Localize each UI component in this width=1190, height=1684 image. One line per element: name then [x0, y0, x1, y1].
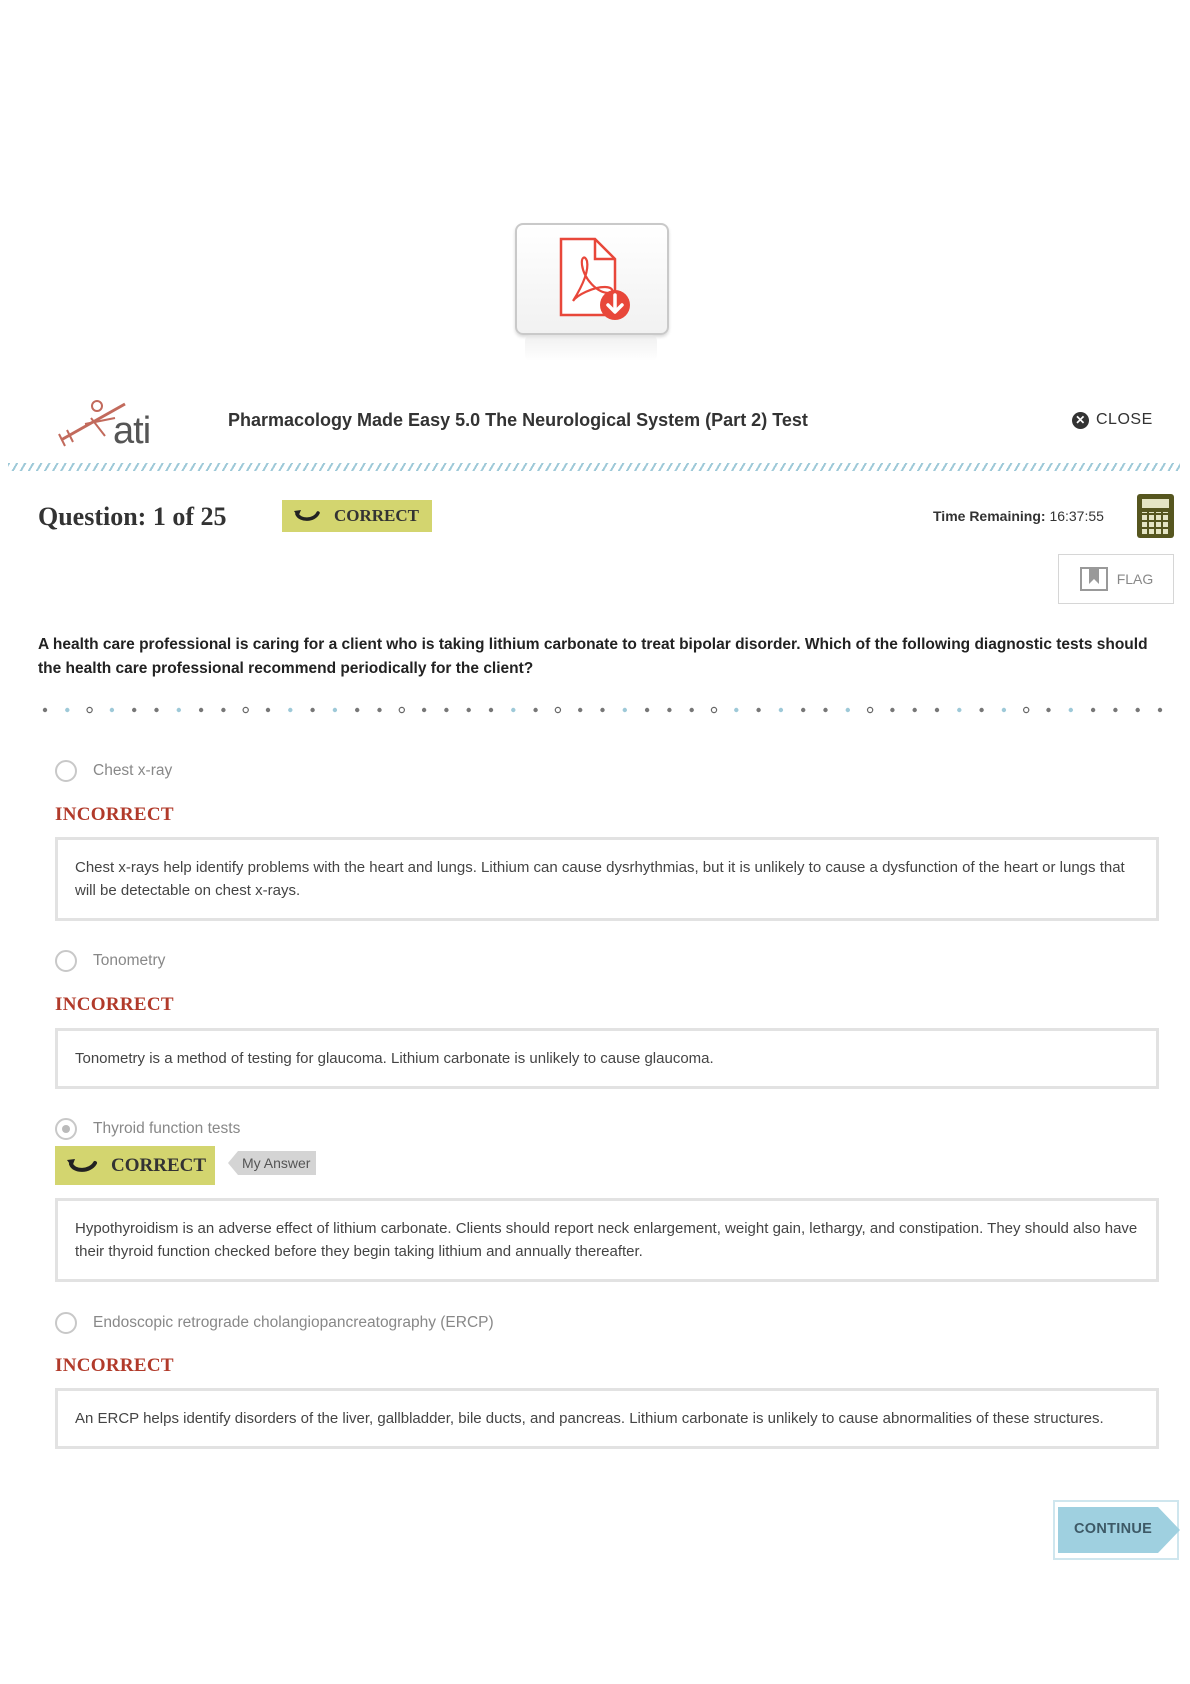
- divider-dot: [667, 708, 671, 712]
- flag-label: FLAG: [1116, 571, 1154, 587]
- divider-dot: [913, 708, 917, 712]
- divider-dot: [444, 708, 448, 712]
- bookmark-flag-icon: [1079, 566, 1109, 592]
- pdf-download-button[interactable]: [515, 223, 667, 363]
- divider-dot: [1136, 708, 1140, 712]
- correct-badge-label: CORRECT: [111, 1154, 207, 1176]
- my-answer-label: My Answer: [238, 1151, 316, 1175]
- divider-dot: [734, 708, 738, 712]
- divider-dot: [110, 708, 114, 712]
- divider-dot: [310, 708, 314, 712]
- divider-dot: [221, 708, 225, 712]
- divider-dot: [711, 707, 716, 712]
- divider-dot: [199, 708, 203, 712]
- status-badge: [282, 500, 432, 532]
- divider-dot: [823, 708, 827, 712]
- divider-dot: [1091, 708, 1095, 712]
- time-remaining: [933, 508, 1104, 524]
- result-label: INCORRECT: [55, 994, 174, 1015]
- divider-dot: [868, 707, 873, 712]
- divider-dot: [467, 708, 471, 712]
- curved-arrow-icon: [67, 1157, 99, 1175]
- divider-dot: [600, 708, 604, 712]
- radio-button[interactable]: [55, 1312, 77, 1334]
- flag-button[interactable]: [1058, 554, 1174, 604]
- calculator-keys: [1142, 512, 1169, 534]
- divider-dot: [377, 708, 381, 712]
- option-label: Tonometry: [93, 952, 166, 969]
- divider-dot: [555, 707, 560, 712]
- divider-dot: [779, 708, 783, 712]
- logo-text: ati: [113, 410, 151, 452]
- answer-option-tonometry[interactable]: [55, 950, 165, 972]
- ati-logo: [55, 396, 175, 456]
- rationale-box: Chest x-rays help identify problems with the heart and lungs. Lithium can cause dysrhythmias, but it is unlikely to cause a dysfunction of the heart or lungs that will be detectable on chest x-rays.: [55, 837, 1159, 921]
- divider-dot: [645, 708, 649, 712]
- radio-button[interactable]: [55, 950, 77, 972]
- divider-dot: [690, 708, 694, 712]
- curved-arrow-icon: [294, 508, 322, 524]
- continue-button[interactable]: [1052, 1499, 1184, 1561]
- divider-dot: [846, 708, 850, 712]
- divider-dot: [422, 708, 426, 712]
- option-label: Chest x-ray: [93, 762, 173, 779]
- divider-dot: [355, 708, 359, 712]
- close-button[interactable]: [1072, 411, 1153, 429]
- divider-dot: [333, 708, 337, 712]
- answer-option-chest-xray[interactable]: [55, 760, 172, 782]
- divider-dot: [935, 708, 939, 712]
- result-label: INCORRECT: [55, 804, 174, 825]
- divider-dot: [132, 708, 136, 712]
- continue-label: CONTINUE: [1074, 1521, 1153, 1537]
- my-answer-tag: [228, 1151, 316, 1175]
- divider-dot: [266, 708, 270, 712]
- my-answer-tag-pointer: [228, 1151, 238, 1175]
- rationale-box: Hypothyroidism is an adverse effect of lithium carbonate. Clients should report neck enlargement, weight gain, lethargy, and constipation. They should also have their thyroid function checked before they begin taking lithium and annually thereafter.: [55, 1198, 1159, 1282]
- correct-badge: [55, 1146, 215, 1185]
- answer-option-ercp[interactable]: [55, 1312, 494, 1334]
- calculator-icon[interactable]: [1137, 494, 1174, 538]
- pdf-icon-reflection: [525, 335, 657, 361]
- divider-dot: [801, 708, 805, 712]
- radio-button-selected[interactable]: [55, 1118, 77, 1140]
- divider-dot: [243, 707, 248, 712]
- divider-dot: [288, 708, 292, 712]
- divider-dot: [154, 708, 158, 712]
- option-label: Thyroid function tests: [93, 1120, 241, 1137]
- rationale-box: An ERCP helps identify disorders of the liver, gallbladder, bile ducts, and pancreas. Lithium carbonate is unlikely to cause abnormalities of these structures.: [55, 1388, 1159, 1449]
- dotted-divider: [42, 705, 1167, 715]
- divider-dot: [957, 708, 961, 712]
- divider-dot: [399, 707, 404, 712]
- close-label: CLOSE: [1096, 411, 1153, 428]
- header-divider: [8, 463, 1180, 471]
- status-badge-label: CORRECT: [334, 506, 420, 525]
- divider-dot: [43, 708, 47, 712]
- divider-dot: [65, 708, 69, 712]
- divider-dot: [1046, 708, 1050, 712]
- divider-dot: [890, 708, 894, 712]
- divider-dot: [1069, 708, 1073, 712]
- divider-dot: [979, 708, 983, 712]
- answer-option-thyroid-function-tests[interactable]: [55, 1118, 240, 1140]
- time-remaining-label: Time Remaining:: [933, 508, 1046, 524]
- divider-dot: [1024, 707, 1029, 712]
- divider-dot: [1158, 708, 1162, 712]
- result-label: INCORRECT: [55, 1355, 174, 1376]
- divider-dot: [756, 708, 760, 712]
- divider-dot: [1113, 708, 1117, 712]
- divider-dot: [511, 708, 515, 712]
- option-label: Endoscopic retrograde cholangiopancreatography (ERCP): [93, 1314, 494, 1331]
- question-stem: A health care professional is caring for a client who is taking lithium carbonate to treat bipolar disorder. Which of the following diagnostic tests should the health care professional recommend periodically for the client?: [38, 636, 1148, 677]
- divider-dot: [533, 708, 537, 712]
- divider-dot: [489, 708, 493, 712]
- test-title: Pharmacology Made Easy 5.0 The Neurological System (Part 2) Test: [228, 410, 808, 430]
- radio-button[interactable]: [55, 760, 77, 782]
- divider-dot: [87, 707, 92, 712]
- pdf-download-icon: [553, 235, 633, 325]
- divider-dot: [578, 708, 582, 712]
- divider-dot: [177, 708, 181, 712]
- time-remaining-value: 16:37:55: [1049, 508, 1104, 524]
- calculator-screen: [1142, 499, 1169, 508]
- divider-dot: [1002, 708, 1006, 712]
- close-circle-icon: ✕: [1072, 412, 1089, 429]
- question-counter: Question: 1 of 25: [38, 502, 227, 531]
- divider-dot: [623, 708, 627, 712]
- rationale-box: Tonometry is a method of testing for glaucoma. Lithium carbonate is unlikely to cause glaucoma.: [55, 1028, 1159, 1089]
